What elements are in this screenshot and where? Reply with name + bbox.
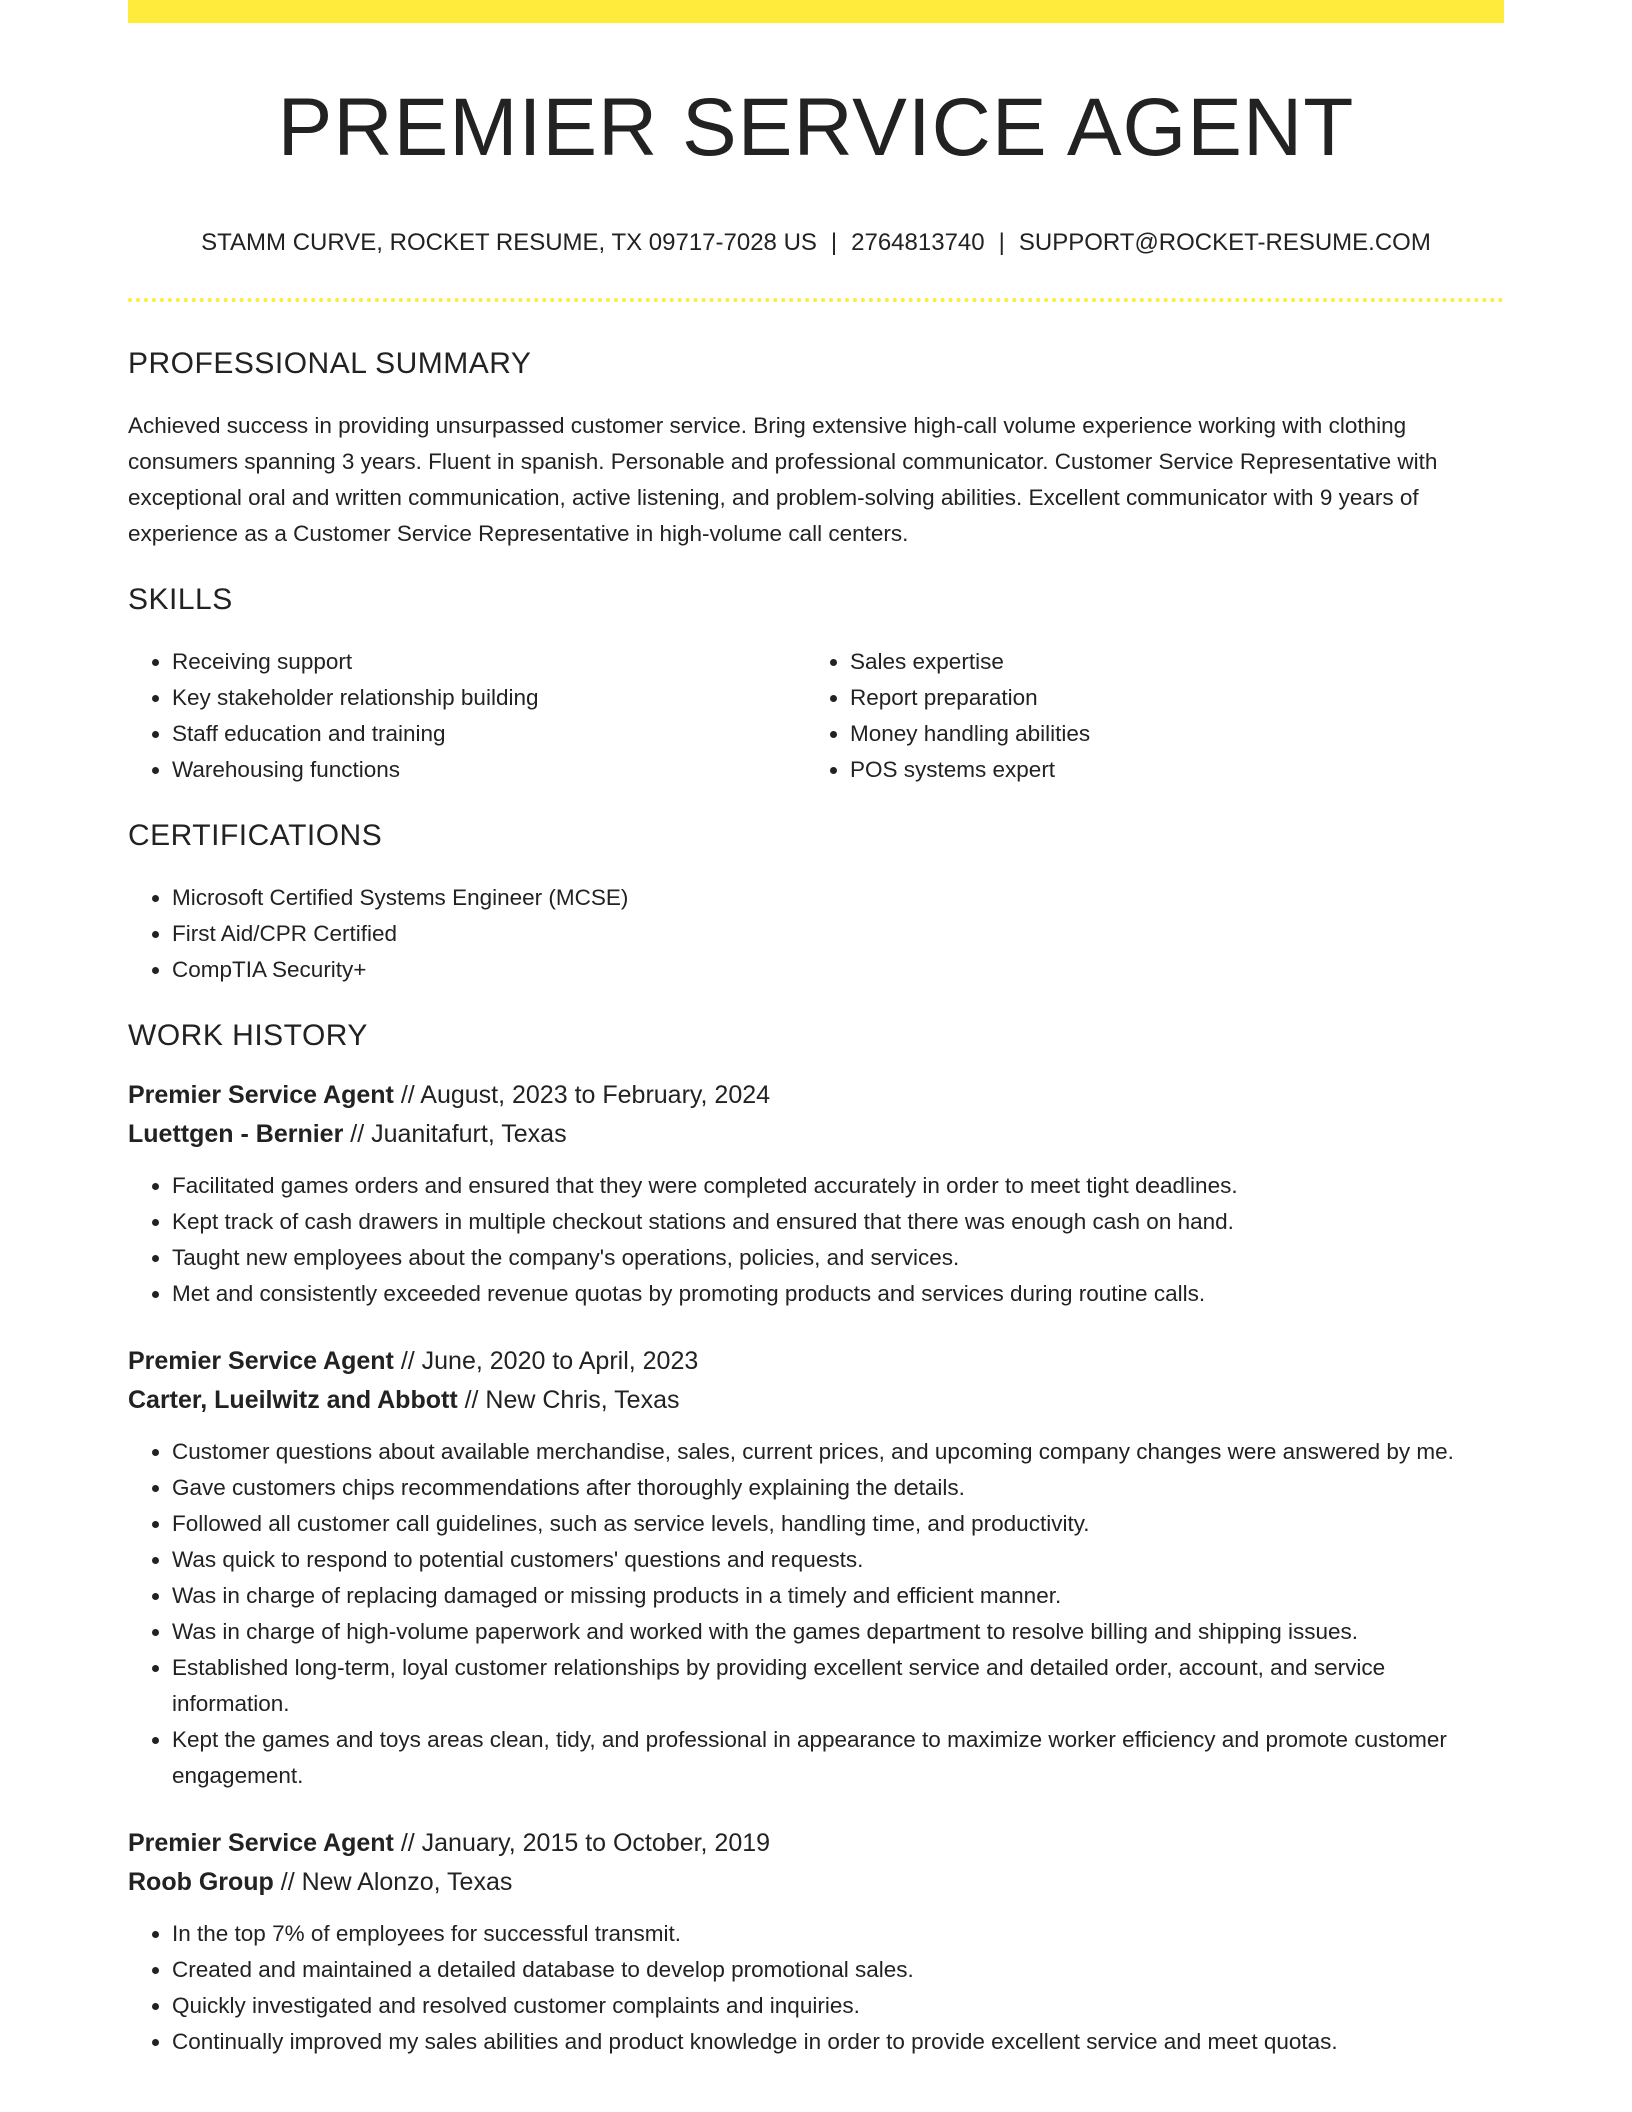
contact-email: SUPPORT@ROCKET-RESUME.COM [1018,229,1431,257]
resume-name: PREMIER SERVICE AGENT [277,82,1355,173]
job-bullets [128,1168,1504,1312]
certifications-section [128,818,1504,988]
contact-phone: 2764813740 [851,229,985,257]
job-bullets [128,1434,1504,1794]
work-history-title: WORK HISTORY [128,1018,368,1052]
job-dates: // June, 2020 to April, 2023 [393,1346,699,1375]
certifications-title: CERTIFICATIONS [128,818,383,852]
contact-separator: | [998,229,1005,257]
job-location: // New Chris, Texas [457,1385,680,1414]
contact-separator: | [830,229,838,257]
job-role-line [128,1076,1504,1115]
job-location: // New Alonzo, Texas [273,1867,513,1896]
list-item: • Key stakeholder relationship building [172,680,806,716]
skills-column-right [806,644,1484,788]
list-item: • In the top 7% of employees for successful transmit. [172,1916,1504,1952]
list-item: • Receiving support [172,644,806,680]
skills-title: SKILLS [128,582,233,616]
job-role-line [128,1824,1504,1863]
job-dates: // August, 2023 to February, 2024 [393,1080,771,1109]
job-entry [128,1342,1504,1794]
work-history-section [128,1018,1504,2060]
job-role: Premier Service Agent [128,1346,394,1375]
skills-list-left [128,644,806,788]
list-item: • Customer questions about available merchandise, sales, current prices, and upcoming company changes were answered by me. [172,1434,1504,1470]
skills-columns [128,644,1504,788]
job-role: Premier Service Agent [128,1828,394,1857]
job-company: Roob Group [128,1867,274,1896]
list-item: • POS systems expert [850,752,1484,788]
list-item: • Was in charge of replacing damaged or missing products in a timely and efficient manner. [172,1578,1504,1614]
list-item: • Followed all customer call guidelines, such as service levels, handling time, and productivity. [172,1506,1504,1542]
job-company-line [128,1381,1504,1420]
list-item: • Money handling abilities [850,716,1484,752]
top-accent-bar [128,0,1504,23]
list-item: • Taught new employees about the company's operations, policies, and services. [172,1240,1504,1276]
job-entry [128,1824,1504,2060]
dotted-divider [128,298,1504,302]
list-item: • Kept track of cash drawers in multiple checkout stations and ensured that there was enough cash on hand. [172,1204,1504,1240]
contact-line [128,229,1504,258]
job-role: Premier Service Agent [128,1080,394,1109]
job-dates: // January, 2015 to October, 2019 [393,1828,771,1857]
resume-page [128,0,1504,2060]
list-item: • Was quick to respond to potential customers' questions and requests. [172,1542,1504,1578]
job-company: Carter, Lueilwitz and Abbott [128,1385,458,1414]
certifications-list [128,880,1504,988]
job-company: Luettgen - Bernier [128,1119,344,1148]
list-item: • Kept the games and toys areas clean, tidy, and professional in appearance to maximize worker efficiency and promote customer engagement. [172,1722,1504,1794]
list-item: • Created and maintained a detailed database to develop promotional sales. [172,1952,1504,1988]
job-bullets [128,1916,1504,2060]
list-item: • CompTIA Security+ [172,952,1504,988]
summary-text: Achieved success in providing unsurpassed customer service. Bring extensive high-call volume experience working with clothing consumers spanning 3 years. Fluent in spanish. Personable and professional communicator. Customer Service Representative with exceptional oral and written communication, active listening, and problem-solving abilities. Excellent communicator with 9 years of experience as a Customer Service Representative in high-volume call centers. [128,412,1438,546]
list-item: • Established long-term, loyal customer relationships by providing excellent service and detailed order, account, and service information. [172,1650,1504,1722]
list-item: • Met and consistently exceeded revenue quotas by promoting products and services during routine calls. [172,1276,1504,1312]
summary-section [128,346,1504,552]
job-company-line [128,1863,1504,1902]
job-company-line [128,1115,1504,1154]
skills-list-right [806,644,1484,788]
list-item: • Quickly investigated and resolved customer complaints and inquiries. [172,1988,1504,2024]
list-item: • Microsoft Certified Systems Engineer (MCSE) [172,880,1504,916]
list-item: • Report preparation [850,680,1484,716]
list-item: • Sales expertise [850,644,1484,680]
list-item: • First Aid/CPR Certified [172,916,1504,952]
summary-title: PROFESSIONAL SUMMARY [128,346,532,380]
list-item: • Staff education and training [172,716,806,752]
job-role-line [128,1342,1504,1381]
list-item: • Facilitated games orders and ensured that they were completed accurately in order to meet tight deadlines. [172,1168,1504,1204]
contact-address: STAMM CURVE, ROCKET RESUME, TX 09717-7028 US [201,229,817,257]
job-entry [128,1076,1504,1312]
list-item: • Warehousing functions [172,752,806,788]
skills-section [128,582,1504,788]
list-item: • Continually improved my sales abilities and product knowledge in order to provide excellent service and meet quotas. [172,2024,1504,2060]
list-item: • Was in charge of high-volume paperwork and worked with the games department to resolve billing and shipping issues. [172,1614,1504,1650]
list-item: • Gave customers chips recommendations after thoroughly explaining the details. [172,1470,1504,1506]
job-location: // Juanitafurt, Texas [343,1119,567,1148]
skills-column-left [128,644,806,788]
